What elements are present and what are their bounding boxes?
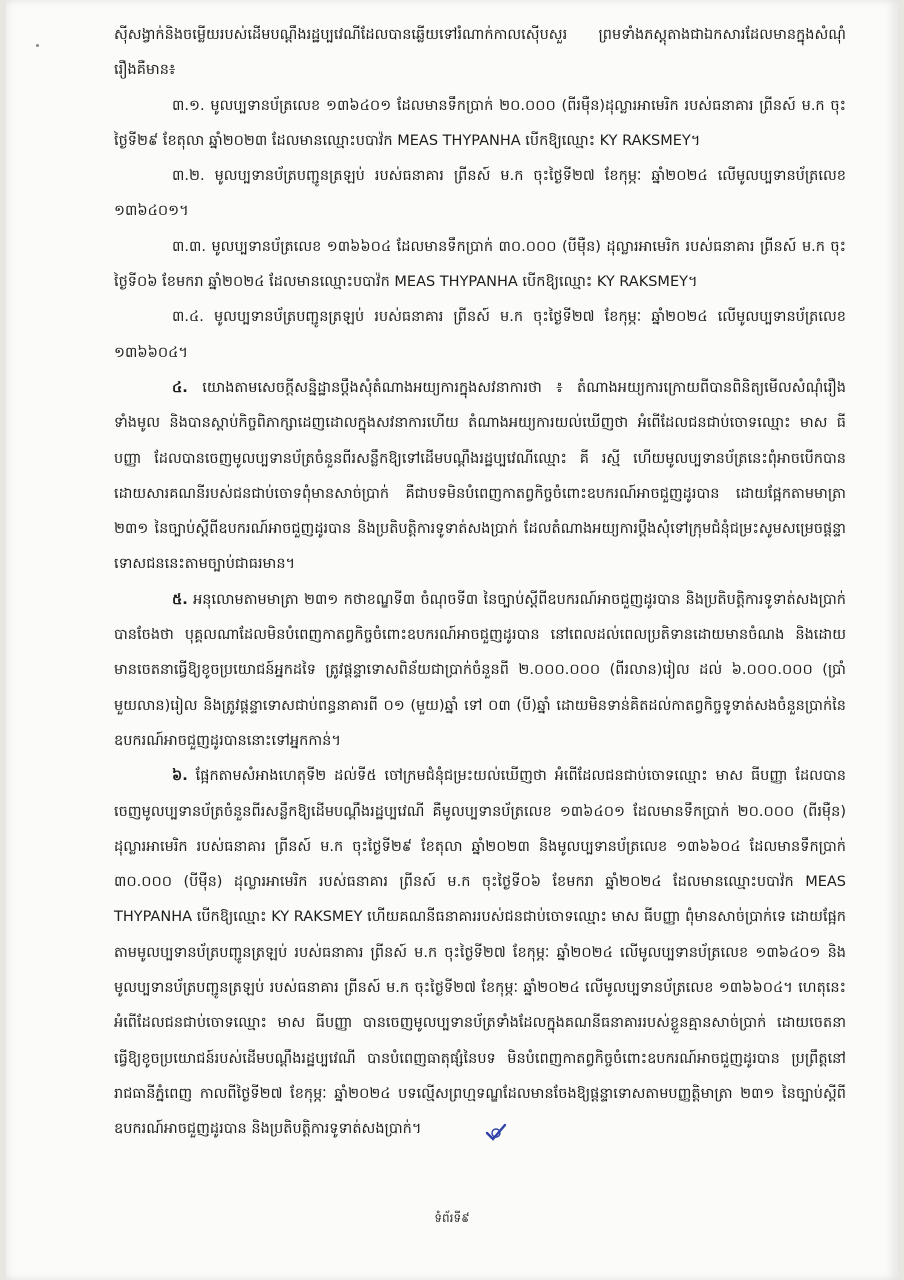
paragraph-3-1: ៣.១. មូលប្បទានប័ត្រលេខ ១៣៦៤០១ ដែលមានទឹកប្រាក់ ២០.០០០ (ពីរម៉ឺន)ដុល្លារអាមេរិក របស់ធនាគារ ព្រីនស៍ ម.ក ចុះថ្ងៃទី២៩ ខែតុលា ឆ្នាំ២០២៣ ដែលមានឈ្មោះបបាវ៉ក MEAS THYPANHA បើកឱ្យឈ្មោះ KY RAKSMEY។ [114,97,846,149]
pen-check-mark-icon [427,1120,449,1138]
paragraph-4 [114,371,846,583]
paragraph-intro: ស៊ីសង្វាក់និងចម្លើយរបស់ដើមបណ្តឹងរដ្ឋប្បវេណីដែលបានឆ្លើយទៅរំណាក់កាលស៊ើបសួរ ព្រមទាំងភស្តុតាងជាឯកសារដែលមានក្នុងសំណុំរឿងគឺមាន៖ [114,27,846,79]
paragraph-3-2: ៣.២. មូលប្បទានប័ត្របញ្ជូនត្រឡប់ របស់ធនាគារ ព្រីនស៍ ម.ក ចុះថ្ងៃទី២៧ ខែកុម្ភៈ ឆ្នាំ២០២៤ លើមូលប្បទានប័ត្រលេខ ១៣៦៤០១។ [114,168,846,220]
paragraph-3-4: ៣.៤. មូលប្បទានប័ត្របញ្ជូនត្រឡប់ របស់ធនាគារ ព្រីនស៍ ម.ក ចុះថ្ងៃទី២៧ ខែកុម្ភៈ ឆ្នាំ២០២៤ លើមូលប្បទានប័ត្រលេខ ១៣៦៦០៤។ [114,309,846,361]
paragraph-text: យោងតាមសេចក្តីសន្និដ្ឋានប្តឹងសុំតំណាងអយ្យការក្នុងសវនាការថា ៖ តំណាងអយ្យការក្រោយពីបានពិនិត្យមើលសំណុំរឿងទាំងមូល និងបានស្តាប់កិច្ចពិភាក្សាដេញដោលក្នុងសវនាការហើយ តំណាងអយ្យការយល់ឃើញថា អំពើដែលជនជាប់ចោទឈ្មោះ មាស ធីបញ្ញា ដែលបានចេញមូលប្បទានប័ត្រចំនួនពីរសន្លឹកឱ្យទៅដើមបណ្តឹងរដ្ឋប្បវេណីឈ្មោះ គី រស្មី ហើយមូលប្បទានប័ត្រនេះពុំអាចបើកបាន ដោយសារគណនីរបស់ជនជាប់ចោទពុំមានសាច់ប្រាក់ គឺជាបទមិនបំពេញកាតព្វកិច្ចចំពោះឧបករណ៍អាចជួញដូរបាន ដោយផ្អែកតាមមាត្រា ២៣១ នៃច្បាប់ស្តីពីឧបករណ៍អាចជួញដូរបាន និងប្រតិបត្តិការទូទាត់សងប្រាក់ ដែលតំណាងអយ្យការប្តឹងសុំទៅក្រុមជំនុំជម្រះសូមសម្រេចផ្តន្ទាទោសជននេះតាមច្បាប់ជាធរមាន។ [114,379,846,573]
paragraph-number: ៤. [172,379,188,396]
paragraph-5 [114,583,846,759]
paragraph-number: ៥. [172,591,188,608]
paragraph-number: ៦. [172,768,188,785]
scan-speck [36,44,39,47]
page-number: ទំព័រទី៩ [434,1211,470,1225]
paragraph-text: ផ្អែកតាមសំអាងហេតុទី២ ដល់ទី៥ ចៅក្រមជំនុំជម្រះយល់ឃើញថា អំពើដែលជនជាប់ចោទឈ្មោះ មាស ធីបញ្ញា ដែលបានចេញមូលប្បទានប័ត្រចំនួនពីរសន្លឹកឱ្យដើមបណ្តឹងរដ្ឋប្បវេណី គឺមូលប្បទានប័ត្រលេខ ១៣៦៤០១ ដែលមានទឹកប្រាក់ ២០.០០០ (ពីរម៉ឺន) ដុល្លារអាមេរិក របស់ធនាគារ ព្រីនស៍ ម.ក ចុះថ្ងៃទី២៩ ខែតុលា ឆ្នាំ២០២៣ និងមូលប្បទានប័ត្រលេខ ១៣៦៦០៤ ដែលមានទឹកប្រាក់ ៣០.០០០ (បីម៉ឺន) ដុល្លារអាមេរិក របស់ធនាគារ ព្រីនស៍ ម.ក ចុះថ្ងៃទី០៦ ខែមករា ឆ្នាំ២០២៤ ដែលមានឈ្មោះបបាវ៉ក MEAS THYPANHA បើកឱ្យឈ្មោះ KY RAKSMEY ហើយគណនីធនាគាររបស់ជនជាប់ចោទឈ្មោះ មាស ធីបញ្ញា ពុំមានសាច់ប្រាក់ទេ ដោយផ្អែកតាមមូលប្បទានប័ត្របញ្ជូនត្រឡប់ របស់ធនាគារ ព្រីនស៍ ម.ក ចុះថ្ងៃទី២៧ ខែកុម្ភៈ ឆ្នាំ២០២៤ លើមូលប្បទានប័ត្រលេខ ១៣៦៤០១ និងមូលប្បទានប័ត្របញ្ជូនត្រឡប់ របស់ធនាគារ ព្រីនស៍ ម.ក ចុះថ្ងៃទី២៧ ខែកុម្ភៈ ឆ្នាំ២០២៤ លើមូលប្បទានប័ត្រលេខ ១៣៦៦០៤។ ហេតុនេះ អំពើដែលជនជាប់ចោទឈ្មោះ មាស ធីបញ្ញា បានចេញមូលប្បទានប័ត្រទាំងដែលក្នុងគណនីធនាគាររបស់ខ្លួនគ្មានសាច់ប្រាក់ ដោយចេតនាធ្វើឱ្យខូចប្រយោជន៍របស់ដើមបណ្តឹងរដ្ឋប្បវេណី បានបំពេញធាតុផ្សំនៃបទ មិនបំពេញកាតព្វកិច្ចចំពោះឧបករណ៍អាចជួញដូរបាន ប្រព្រឹត្តនៅរាជធានីភ្នំពេញ កាលពីថ្ងៃទី២៧ ខែកុម្ភៈ ឆ្នាំ២០២៤ បទល្មើសព្រហ្មទណ្ឌដែលមានចែងឱ្យផ្តន្ទាទោសតាមបញ្ញត្តិមាត្រា ២៣១ នៃច្បាប់ស្តីពីឧបករណ៍អាចជួញដូរបាន និងប្រតិបត្តិការទូទាត់សងប្រាក់។ [114,768,846,1138]
paragraph-6 [114,759,846,1147]
paragraph-text: អនុលោមតាមមាត្រា ២៣១ កថាខណ្ឌទី៣ ចំណុចទី៣ នៃច្បាប់ស្តីពីឧបករណ៍អាចជួញដូរបាន និងប្រតិបត្តិការទូទាត់សងប្រាក់បានចែងថា បុគ្គលណាដែលមិនបំពេញកាតព្វកិច្ចចំពោះឧបករណ៍អាចជួញដូរបាន នៅពេលដល់ពេលប្រតិទានដោយមានចំណង និងដោយមានចេតនាធ្វើឱ្យខូចប្រយោជន៍អ្នកដទៃ ត្រូវផ្តន្ទាទោសពិន័យជាប្រាក់ចំនួនពី ២.០០០.០០០ (ពីរលាន)រៀល ដល់ ៦.០០០.០០០ (ប្រាំមួយលាន)រៀល និងត្រូវផ្តន្ទាទោសជាប់ពន្ធនាគារពី ០១ (មួយ)ឆ្នាំ ទៅ ០៣ (បី)ឆ្នាំ ដោយមិនទាន់គិតដល់កាតព្វកិច្ចទូទាត់សងចំនួនប្រាក់នៃឧបករណ៍អាចជួញដូរបាននោះទៅអ្នកកាន់។ [114,591,846,749]
document-body [114,18,846,1148]
paragraph-3-3: ៣.៣. មូលប្បទានប័ត្រលេខ ១៣៦៦០៤ ដែលមានទឹកប្រាក់ ៣០.០០០ (បីម៉ឺន) ដុល្លារអាមេរិក របស់ធនាគារ ព្រីនស៍ ម.ក ចុះថ្ងៃទី០៦ ខែមករា ឆ្នាំ២០២៤ ដែលមានឈ្មោះបបាវ៉ក MEAS THYPANHA បើកឱ្យឈ្មោះ KY RAKSMEY។ [114,238,846,291]
document-page [6,0,898,1280]
